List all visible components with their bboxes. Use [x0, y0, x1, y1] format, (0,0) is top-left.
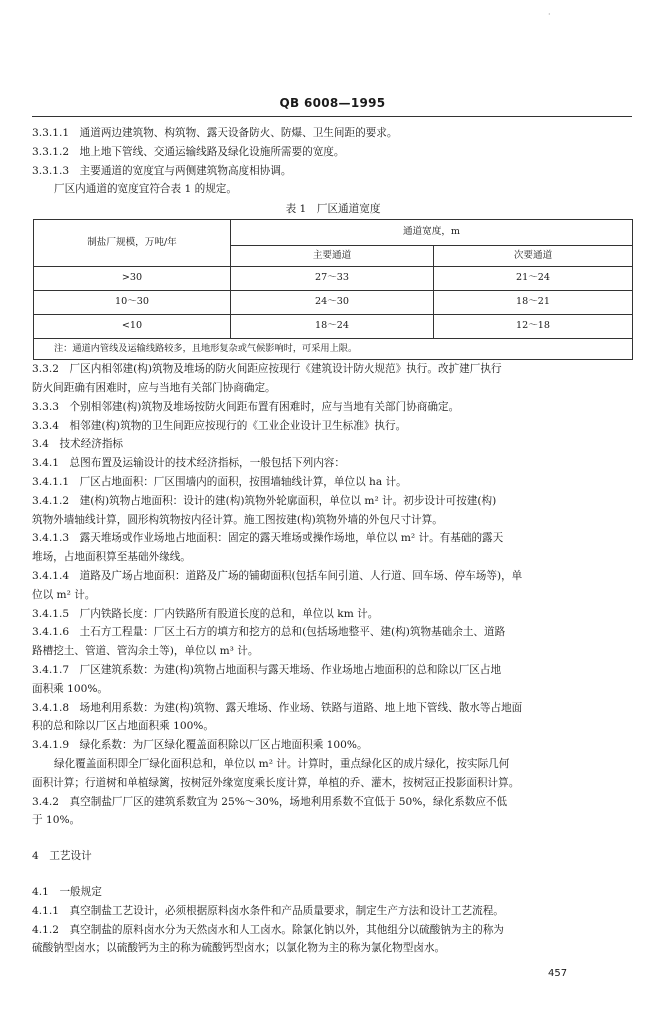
paragraph: 3.4 技术经济指标: [32, 438, 124, 451]
table-cell: 21～24: [434, 267, 633, 291]
table-row: [34, 315, 633, 339]
paragraph: 厂区内通道的宽度宜符合表 1 的规定。: [54, 183, 237, 196]
paragraph: 路槽挖土、管道、管沟余土等)，单位以 m³ 计。: [32, 645, 259, 658]
table-cell: 18～24: [231, 315, 434, 339]
paragraph: 4.1.1 真空制盐工艺设计，必须根据原料卤水条件和产品质量要求，制定生产方法和设计工艺流程。: [32, 904, 504, 917]
paragraph: 3.4.1.9 绿化系数：为厂区绿化覆盖面积除以厂区占地面积乘 100%。: [32, 739, 368, 752]
table-note: 注：通道内管线及运输线路较多，且地形复杂或气候影响时，可采用上限。: [34, 339, 633, 360]
paragraph: 3.4.1.4 道路及广场占地面积：道路及广场的铺砌面积(包括车间引道、人行道、回车场、停车场等)，单: [32, 569, 523, 582]
table-row: [34, 267, 633, 291]
section-title: 4 工艺设计: [32, 850, 92, 863]
paragraph: 3.4.2 真空制盐厂厂区的建筑系数宜为 25%～30%，场地利用系数不宜低于 50%，绿化系数应不低: [32, 795, 508, 808]
paragraph: 3.3.2 厂区内相邻建(构)筑物及堆场的防火间距应按现行《建筑设计防火规范》执行。改扩建厂执行: [32, 363, 502, 376]
table-cell: 24～30: [231, 291, 434, 315]
table-group-header: 通道宽度，m: [231, 220, 633, 246]
paragraph: 位以 m² 计。: [32, 588, 96, 601]
paragraph: 堆场，占地面积算至基础外缘线。: [32, 551, 191, 564]
table-cell: 12～18: [434, 315, 633, 339]
paragraph: 3.3.1.3 主要通道的宽度宜与两侧建筑物高度相协调。: [32, 164, 292, 177]
paragraph: 防火间距确有困难时，应与当地有关部门协商确定。: [32, 381, 276, 394]
paragraph: 积的总和除以厂区占地面积乘 100%。: [32, 720, 214, 733]
corner-mark: ·: [548, 10, 551, 19]
paragraph: 筑物外墙轴线计算，圆形构筑物按内径计算。施工图按建(构)筑物外墙的外包尺寸计算。: [32, 513, 443, 526]
table-caption: 表 1 厂区通道宽度: [285, 203, 381, 216]
table-cell: >30: [34, 267, 231, 291]
paragraph: 面积计算；行道树和单植绿篱，按树冠外缘宽度乘长度计算，单植的乔、灌木，按树冠正投影面积计算。: [32, 776, 520, 789]
table-cell: <10: [34, 315, 231, 339]
paragraph: 3.4.1.5 厂内铁路长度：厂内铁路所有股道长度的总和，单位以 km 计。: [32, 607, 379, 620]
page-number: 457: [548, 968, 568, 979]
paragraph: 3.3.4 相邻建(构)筑物的卫生间距应按现行的《工业企业设计卫生标准》执行。: [32, 419, 407, 432]
paragraph: 3.4.1.3 露天堆场或作业场地占地面积：固定的露天堆场或操作场地，单位以 m² 计。有基础的露天: [32, 532, 504, 545]
table-row-header: 制盐厂规模，万吨/年: [34, 220, 231, 267]
paragraph: 3.4.1.1 厂区占地面积：厂区围墙内的面积，按围墙轴线计算，单位以 ha 计。: [32, 475, 407, 488]
paragraph: 3.3.3 个别相邻建(构)筑物及堆场按防火间距布置有困难时，应与当地有关部门协商确定。: [32, 400, 460, 413]
table-col-header: 次要通道: [434, 246, 633, 267]
table-cell: 27～33: [231, 267, 434, 291]
paragraph: 硫酸钠型卤水；以硫酸钙为主的称为硫酸钙型卤水；以氯化物为主的称为氯化物型卤水。: [32, 942, 446, 955]
paragraph: 3.4.1.2 建(构)筑物占地面积：设计的建(构)筑物外轮廓面积，单位以 m² 计。初步设计可按建(构): [32, 494, 497, 507]
table-row: [34, 291, 633, 315]
paragraph-group: [32, 360, 634, 830]
spacer: [32, 866, 634, 883]
body-content: [32, 124, 634, 958]
paragraph: 面积乘 100%。: [32, 682, 109, 695]
table-cell: 18～21: [434, 291, 633, 315]
subsection-title: 4.1 一般规定: [32, 885, 102, 898]
header-rule: [32, 116, 632, 117]
table-col-header: 主要通道: [231, 246, 434, 267]
paragraph: 3.3.1.1 通道两边建筑物、构筑物、露天设备防火、防爆、卫生间距的要求。: [32, 127, 398, 139]
table-cell: 10～30: [34, 291, 231, 315]
paragraph: 于 10%。: [32, 814, 81, 827]
paragraph: 3.4.1.8 场地利用系数：为建(构)筑物、露天堆场、作业场、铁路与道路、地上地下管线、散水等占地面: [32, 701, 523, 714]
road-width-table: [33, 219, 633, 360]
spacer: [32, 830, 634, 847]
paragraph: 4.1.2 真空制盐的原料卤水分为天然卤水和人工卤水。除氯化钠以外，其他组分以硫酸钠为主的称为: [32, 923, 504, 936]
paragraph: 绿化覆盖面积即全厂绿化面积总和，单位以 m² 计。计算时，重点绿化区的成片绿化，按实际几何: [54, 757, 510, 770]
paragraph: 3.4.1 总图布置及运输设计的技术经济指标，一般包括下列内容：: [32, 457, 345, 470]
paragraph: 3.3.1.2 地上地下管线、交通运输线路及绿化设施所需要的宽度。: [32, 145, 345, 158]
paragraph: 3.4.1.6 土石方工程量：厂区土石方的填方和挖方的总和(包括场地整平、建(构)筑物基础余土、道路: [32, 626, 506, 639]
page-header: QB 6008—1995: [279, 96, 386, 110]
paragraph: 3.4.1.7 厂区建筑系数：为建(构)筑物占地面积与露天堆场、作业场地占地面积的总和除以厂区占地: [32, 663, 502, 676]
